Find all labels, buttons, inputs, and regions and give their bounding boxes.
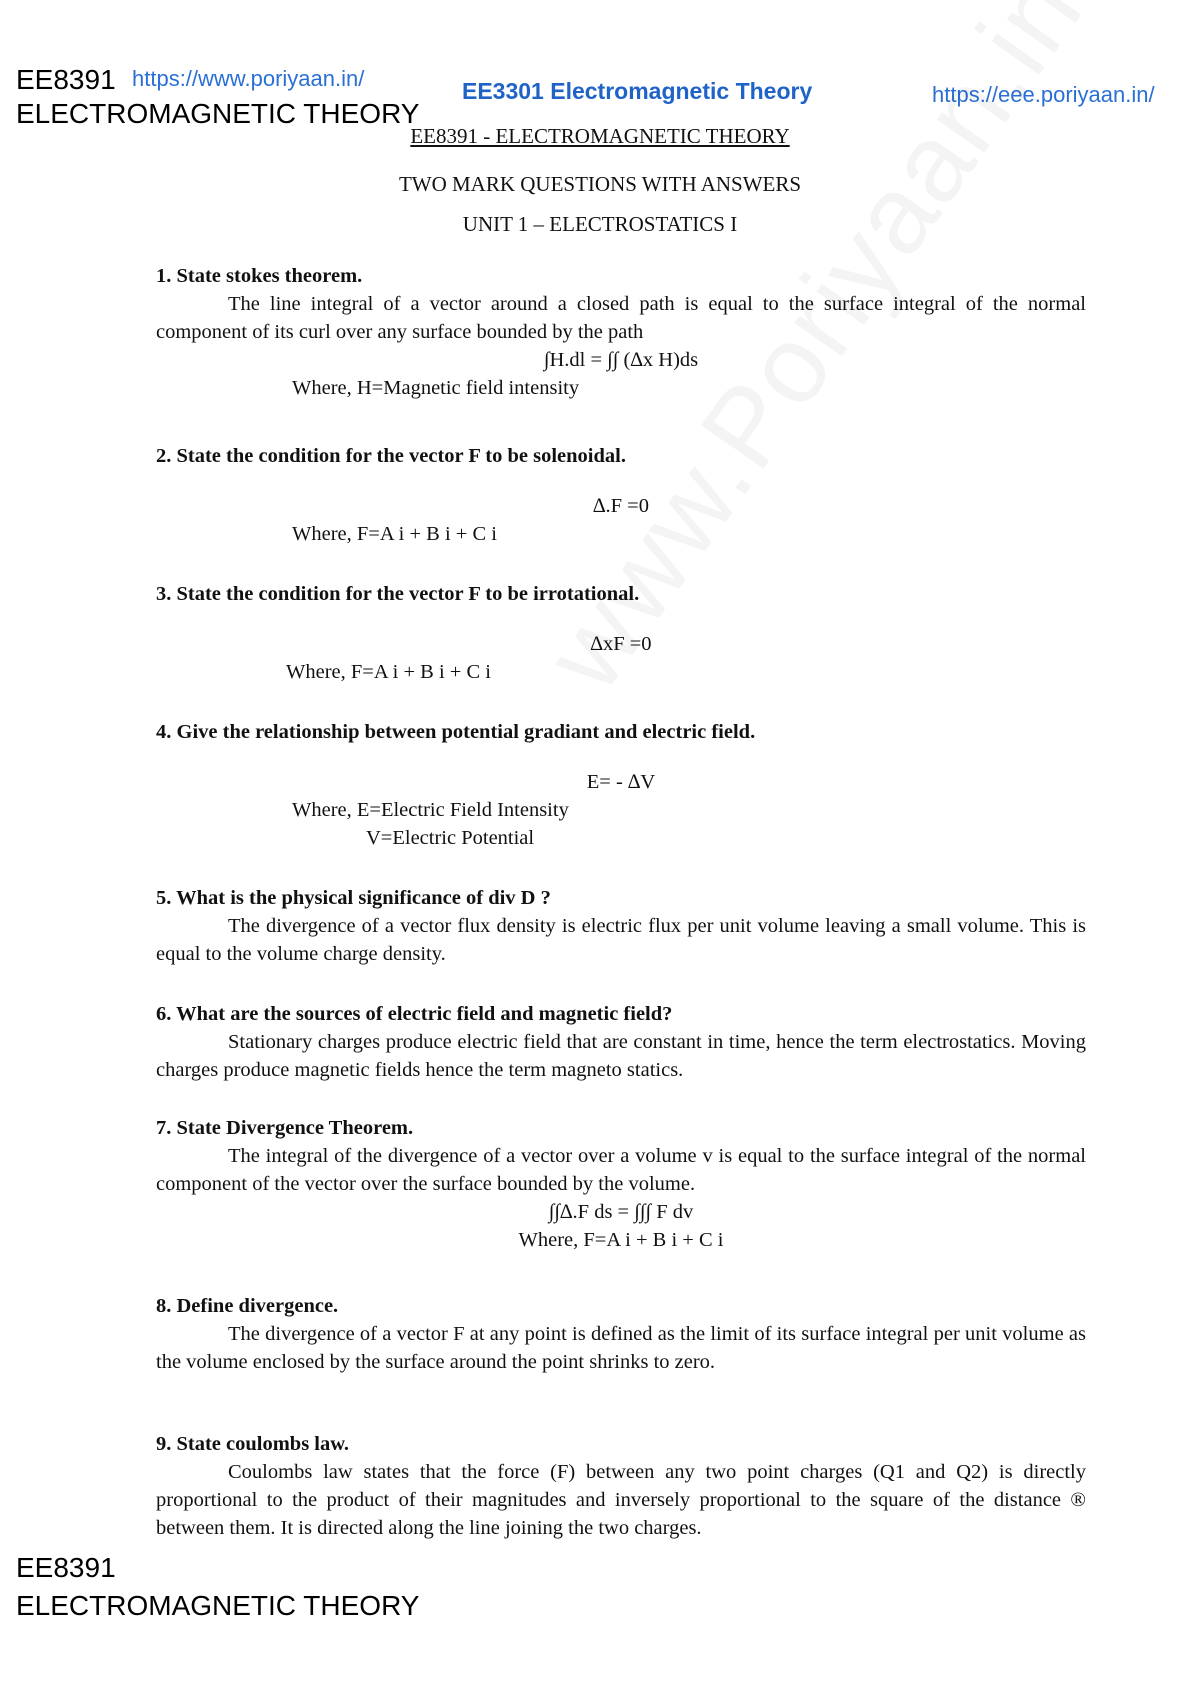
question-item <box>156 1430 1086 1542</box>
answer-text: Stationary charges produce electric field that are constant in time, hence the term electrostatics. Moving charges produce magnetic fields hence the term magneto statics. <box>156 1031 1086 1081</box>
question-heading: 1. State stokes theorem. <box>156 265 363 287</box>
site-link[interactable]: https://www.poriyaan.in/ <box>132 66 365 91</box>
question-heading: 7. State Divergence Theorem. <box>156 1117 414 1139</box>
formula: E= - ∆V <box>586 771 656 793</box>
formula: ∆xF =0 <box>590 633 652 655</box>
question-item <box>156 718 1086 852</box>
answer-text: The integral of the divergence of a vector over a volume v is equal to the surface integral of the normal component of the vector over the surface bounded by the volume. <box>156 1145 1086 1195</box>
footer-course-name: ELECTROMAGNETIC THEORY <box>16 1590 420 1621</box>
answer-text: The line integral of a vector around a closed path is equal to the surface integral of the normal component of its curl over any surface bounded by the path <box>156 293 1086 343</box>
question-heading: 6. What are the sources of electric field and magnetic field? <box>156 1003 673 1025</box>
question-item <box>156 1114 1086 1254</box>
formula: ∫H.dl = ∫∫ (∆x H)ds <box>543 349 699 371</box>
question-heading: 9. State coulombs law. <box>156 1433 350 1455</box>
question-heading: 8. Define divergence. <box>156 1295 339 1317</box>
answer-text: The divergence of a vector flux density is electric flux per unit volume leaving a small volume. This is equal to the volume charge density. <box>156 915 1086 965</box>
where-line: Where, H=Magnetic field intensity <box>292 377 580 399</box>
formula: ∫∫∆.F ds = ∫∫∫ F dv <box>548 1201 694 1223</box>
question-item <box>156 442 1086 548</box>
footer-course-code: EE8391 <box>16 1552 116 1583</box>
unit-heading: UNIT 1 – ELECTROSTATICS I <box>462 212 738 236</box>
question-item <box>156 1000 1086 1084</box>
course-code: EE8391 <box>16 64 116 95</box>
question-item <box>156 262 1086 402</box>
question-heading: 3. State the condition for the vector F to be irrotational. <box>156 583 640 605</box>
question-item <box>156 580 1086 686</box>
where-line: Where, E=Electric Field Intensity <box>292 799 569 821</box>
question-heading: 4. Give the relationship between potential gradiant and electric field. <box>156 721 756 743</box>
question-heading: 2. State the condition for the vector F to be solenoidal. <box>156 445 626 467</box>
question-heading: 5. What is the physical significance of div D ? <box>156 887 551 909</box>
document-title: EE8391 - ELECTROMAGNETIC THEORY <box>410 124 790 148</box>
question-item <box>156 1292 1086 1376</box>
question-item <box>156 884 1086 968</box>
dept-link[interactable]: https://eee.poriyaan.in/ <box>932 82 1155 107</box>
document-subtitle: TWO MARK QUESTIONS WITH ANSWERS <box>398 172 802 196</box>
where-line: V=Electric Potential <box>366 827 535 849</box>
where-line: Where, F=A i + B i + C i <box>518 1229 724 1251</box>
course-name: ELECTROMAGNETIC THEORY <box>16 98 420 129</box>
new-course-title: EE3301 Electromagnetic Theory <box>462 78 813 104</box>
where-line: Where, F=A i + B i + C i <box>286 661 491 683</box>
answer-text: Coulombs law states that the force (F) between any two point charges (Q1 and Q2) is directly proportional to the product of their magnitudes and inversely proportional to the square of the distance ® between them. It is directed along the line joining the two charges. <box>156 1461 1086 1539</box>
where-line: Where, F=A i + B i + C i <box>292 523 497 545</box>
answer-text: The divergence of a vector F at any point is defined as the limit of its surface integral per unit volume as the volume enclosed by the surface around the point shrinks to zero. <box>156 1323 1086 1373</box>
formula: ∆.F =0 <box>592 495 649 517</box>
